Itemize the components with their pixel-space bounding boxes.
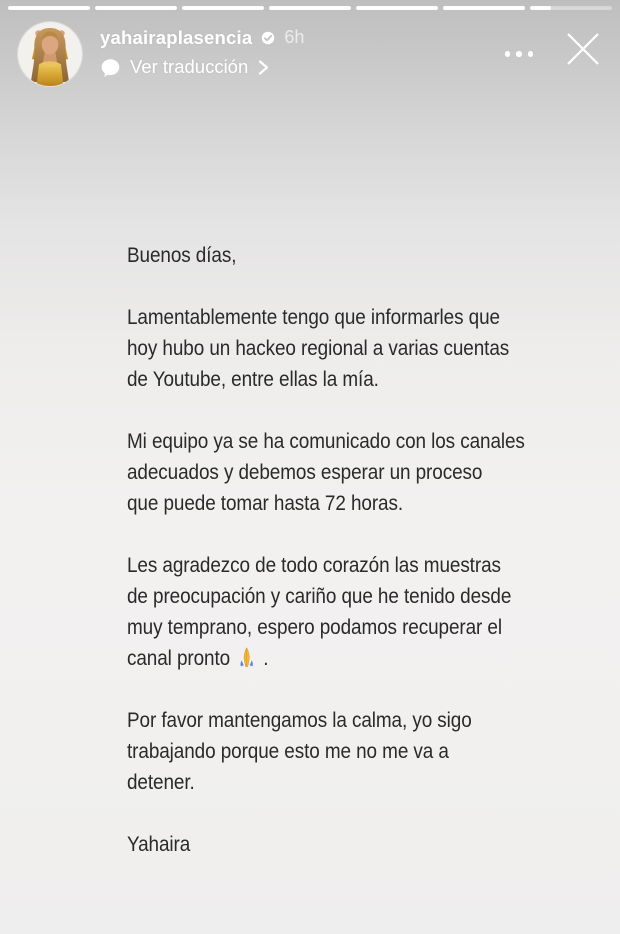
chevron-right-icon	[257, 58, 270, 77]
story-text-line: canal pronto .	[127, 646, 269, 670]
close-icon	[564, 30, 602, 68]
avatar-image	[18, 22, 82, 86]
more-options-icon	[505, 51, 511, 57]
speech-bubble-icon	[100, 57, 121, 78]
story-paragraph	[127, 302, 525, 395]
story-text-line: hoy hubo un hackeo regional a varias cuentas	[127, 336, 510, 360]
story-paragraph	[127, 705, 525, 798]
progress-segment	[8, 6, 90, 10]
story-text-line: detener.	[127, 770, 195, 794]
translation-button[interactable]	[100, 56, 304, 78]
story-header	[100, 25, 304, 78]
story-text-line: adecuados y debemos esperar un proceso	[127, 460, 483, 484]
story-text-line: que puede tomar hasta 72 horas.	[127, 491, 404, 515]
progress-segment	[269, 6, 351, 10]
story-text-line: Les agradezco de todo corazón las muestras	[127, 553, 501, 577]
story-text-line: de Youtube, entre ellas la mía.	[127, 367, 379, 391]
story-text-line: de preocupación y cariño que he tenido desde	[127, 584, 512, 608]
story-paragraph	[127, 550, 525, 674]
story-timestamp: 6h	[284, 27, 305, 47]
story-text-line: Por favor mantengamos la calma, yo sigo	[127, 708, 472, 732]
story-paragraph	[127, 240, 525, 271]
translation-label: Ver traducción	[130, 56, 249, 77]
story-text-line: Yahaira	[127, 832, 191, 856]
progress-segment	[182, 6, 264, 10]
story-text-line: Buenos días,	[127, 243, 237, 267]
story-progress-bar	[8, 6, 612, 10]
story-paragraph	[127, 426, 525, 519]
progress-segment	[530, 6, 612, 10]
close-button[interactable]	[564, 30, 602, 68]
folded-hands-emoji	[236, 646, 257, 670]
verified-badge-icon	[260, 30, 276, 46]
story-paragraph	[127, 829, 525, 860]
more-options-button[interactable]	[505, 45, 534, 63]
username[interactable]: yahairaplasencia	[100, 26, 253, 48]
story-text-line: Lamentablemente tengo que informarles que	[127, 305, 500, 329]
story-text-line: Mi equipo ya se ha comunicado con los canales	[127, 429, 525, 453]
story-text-line: trabajando porque esto me no me va a	[127, 739, 449, 763]
story-text-line: muy temprano, espero podamos recuperar el	[127, 615, 502, 639]
progress-segment	[356, 6, 438, 10]
avatar[interactable]	[18, 22, 82, 86]
progress-segment	[443, 6, 525, 10]
progress-segment	[95, 6, 177, 10]
more-options-icon	[516, 51, 522, 57]
story-text	[127, 240, 525, 891]
more-options-icon	[528, 51, 534, 57]
header-row-username	[100, 25, 304, 50]
